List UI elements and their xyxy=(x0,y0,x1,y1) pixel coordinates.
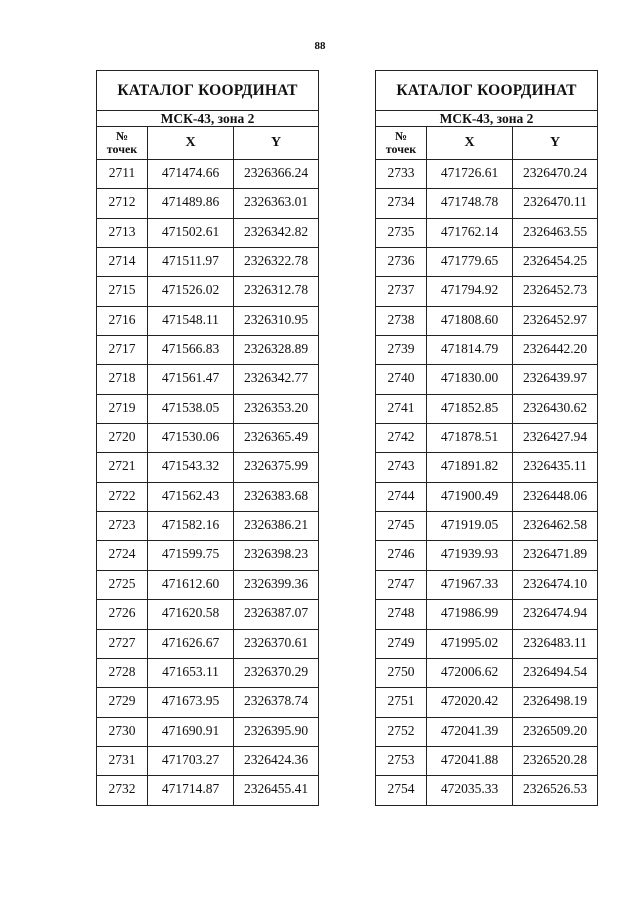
y-coordinate-cell: 2326383.68 xyxy=(234,482,319,511)
point-number-cell: 2719 xyxy=(97,394,148,423)
y-coordinate-cell: 2326342.77 xyxy=(234,365,319,394)
y-coordinate-cell: 2326370.29 xyxy=(234,658,319,687)
x-coordinate-cell: 471703.27 xyxy=(148,746,234,775)
x-coordinate-cell: 471530.06 xyxy=(148,424,234,453)
y-coordinate-header: Y xyxy=(234,127,319,160)
table-row xyxy=(97,717,319,746)
point-number-cell: 2731 xyxy=(97,746,148,775)
y-coordinate-cell: 2326470.24 xyxy=(513,160,598,189)
y-coordinate-cell: 2326509.20 xyxy=(513,717,598,746)
table-row xyxy=(376,688,598,717)
point-number-cell: 2745 xyxy=(376,512,427,541)
table-row xyxy=(97,218,319,247)
y-coordinate-cell: 2326363.01 xyxy=(234,189,319,218)
coordinate-catalog-right xyxy=(375,70,598,806)
table-row xyxy=(97,160,319,189)
x-coordinate-cell: 471566.83 xyxy=(148,336,234,365)
table-row xyxy=(376,277,598,306)
y-coordinate-cell: 2326470.11 xyxy=(513,189,598,218)
table-row xyxy=(376,629,598,658)
x-coordinate-cell: 471714.87 xyxy=(148,776,234,805)
table-row xyxy=(97,248,319,277)
point-number-cell: 2722 xyxy=(97,482,148,511)
table-row xyxy=(376,394,598,423)
x-coordinate-cell: 471919.05 xyxy=(427,512,513,541)
x-coordinate-cell: 471900.49 xyxy=(427,482,513,511)
x-coordinate-cell: 471599.75 xyxy=(148,541,234,570)
table-row xyxy=(376,248,598,277)
point-number-cell: 2752 xyxy=(376,717,427,746)
table-row xyxy=(97,541,319,570)
point-number-cell: 2725 xyxy=(97,570,148,599)
catalog-rows-left xyxy=(97,160,319,806)
y-coordinate-cell: 2326448.06 xyxy=(513,482,598,511)
point-number-header-symbol: № xyxy=(115,129,129,143)
x-coordinate-cell: 471690.91 xyxy=(148,717,234,746)
point-number-cell: 2740 xyxy=(376,365,427,394)
point-number-cell: 2721 xyxy=(97,453,148,482)
y-coordinate-cell: 2326322.78 xyxy=(234,248,319,277)
x-coordinate-cell: 471878.51 xyxy=(427,424,513,453)
x-coordinate-cell: 471526.02 xyxy=(148,277,234,306)
y-coordinate-cell: 2326353.20 xyxy=(234,394,319,423)
table-row xyxy=(97,365,319,394)
coordinate-catalog-left xyxy=(96,70,319,806)
y-coordinate-cell: 2326310.95 xyxy=(234,306,319,335)
x-coordinate-cell: 472020.42 xyxy=(427,688,513,717)
x-coordinate-header: X xyxy=(427,127,513,160)
point-number-header-label: точек xyxy=(385,142,417,156)
table-row xyxy=(97,688,319,717)
x-coordinate-cell: 472006.62 xyxy=(427,658,513,687)
x-coordinate-cell: 471582.16 xyxy=(148,512,234,541)
y-coordinate-cell: 2326386.21 xyxy=(234,512,319,541)
table-row xyxy=(97,776,319,805)
point-number-header xyxy=(376,127,427,160)
x-coordinate-cell: 471939.93 xyxy=(427,541,513,570)
table-row xyxy=(376,453,598,482)
point-number-cell: 2718 xyxy=(97,365,148,394)
y-coordinate-cell: 2326520.28 xyxy=(513,746,598,775)
y-coordinate-cell: 2326494.54 xyxy=(513,658,598,687)
point-number-cell: 2712 xyxy=(97,189,148,218)
point-number-cell: 2713 xyxy=(97,218,148,247)
x-coordinate-cell: 471489.86 xyxy=(148,189,234,218)
x-coordinate-header: X xyxy=(148,127,234,160)
x-coordinate-cell: 471538.05 xyxy=(148,394,234,423)
point-number-cell: 2711 xyxy=(97,160,148,189)
y-coordinate-cell: 2326474.10 xyxy=(513,570,598,599)
y-coordinate-cell: 2326471.89 xyxy=(513,541,598,570)
x-coordinate-cell: 471474.66 xyxy=(148,160,234,189)
x-coordinate-cell: 471808.60 xyxy=(427,306,513,335)
table-row xyxy=(97,189,319,218)
x-coordinate-cell: 471748.78 xyxy=(427,189,513,218)
x-coordinate-cell: 472041.39 xyxy=(427,717,513,746)
table-row xyxy=(97,746,319,775)
table-row xyxy=(376,336,598,365)
y-coordinate-cell: 2326430.62 xyxy=(513,394,598,423)
point-number-cell: 2733 xyxy=(376,160,427,189)
y-coordinate-cell: 2326375.99 xyxy=(234,453,319,482)
table-row xyxy=(376,160,598,189)
point-number-cell: 2727 xyxy=(97,629,148,658)
y-coordinate-cell: 2326439.97 xyxy=(513,365,598,394)
y-coordinate-header: Y xyxy=(513,127,598,160)
table-row xyxy=(97,336,319,365)
table-row xyxy=(376,424,598,453)
x-coordinate-cell: 471986.99 xyxy=(427,600,513,629)
point-number-cell: 2754 xyxy=(376,776,427,805)
x-coordinate-cell: 471891.82 xyxy=(427,453,513,482)
table-row xyxy=(97,512,319,541)
y-coordinate-cell: 2326427.94 xyxy=(513,424,598,453)
catalog-title: КАТАЛОГ КООРДИНАТ xyxy=(376,71,598,111)
x-coordinate-cell: 471562.43 xyxy=(148,482,234,511)
x-coordinate-cell: 471762.14 xyxy=(427,218,513,247)
y-coordinate-cell: 2326398.23 xyxy=(234,541,319,570)
y-coordinate-cell: 2326463.55 xyxy=(513,218,598,247)
point-number-cell: 2741 xyxy=(376,394,427,423)
page-number: 88 xyxy=(314,40,326,52)
x-coordinate-cell: 471653.11 xyxy=(148,658,234,687)
x-coordinate-cell: 471502.61 xyxy=(148,218,234,247)
y-coordinate-cell: 2326370.61 xyxy=(234,629,319,658)
x-coordinate-cell: 472035.33 xyxy=(427,776,513,805)
x-coordinate-cell: 471995.02 xyxy=(427,629,513,658)
x-coordinate-cell: 471814.79 xyxy=(427,336,513,365)
table-row xyxy=(376,658,598,687)
table-row xyxy=(376,218,598,247)
x-coordinate-cell: 471620.58 xyxy=(148,600,234,629)
table-row xyxy=(376,189,598,218)
point-number-cell: 2743 xyxy=(376,453,427,482)
x-coordinate-cell: 472041.88 xyxy=(427,746,513,775)
coordinate-system-zone: МСК-43, зона 2 xyxy=(97,111,319,127)
x-coordinate-cell: 471779.65 xyxy=(427,248,513,277)
point-number-cell: 2734 xyxy=(376,189,427,218)
point-number-cell: 2730 xyxy=(97,717,148,746)
point-number-cell: 2737 xyxy=(376,277,427,306)
y-coordinate-cell: 2326435.11 xyxy=(513,453,598,482)
table-row xyxy=(97,658,319,687)
table-row xyxy=(97,424,319,453)
table-row xyxy=(376,482,598,511)
table-row xyxy=(376,512,598,541)
x-coordinate-cell: 471726.61 xyxy=(427,160,513,189)
point-number-cell: 2724 xyxy=(97,541,148,570)
y-coordinate-cell: 2326342.82 xyxy=(234,218,319,247)
y-coordinate-cell: 2326454.25 xyxy=(513,248,598,277)
y-coordinate-cell: 2326399.36 xyxy=(234,570,319,599)
point-number-cell: 2747 xyxy=(376,570,427,599)
table-row xyxy=(376,746,598,775)
point-number-cell: 2716 xyxy=(97,306,148,335)
point-number-cell: 2726 xyxy=(97,600,148,629)
catalog-title: КАТАЛОГ КООРДИНАТ xyxy=(97,71,319,111)
y-coordinate-cell: 2326424.36 xyxy=(234,746,319,775)
point-number-cell: 2753 xyxy=(376,746,427,775)
y-coordinate-cell: 2326462.58 xyxy=(513,512,598,541)
table-row xyxy=(97,482,319,511)
point-number-header xyxy=(97,127,148,160)
point-number-cell: 2723 xyxy=(97,512,148,541)
point-number-header-label: точек xyxy=(106,142,138,156)
table-row xyxy=(376,306,598,335)
x-coordinate-cell: 471548.11 xyxy=(148,306,234,335)
coordinate-system-zone: МСК-43, зона 2 xyxy=(376,111,598,127)
y-coordinate-cell: 2326395.90 xyxy=(234,717,319,746)
table-row xyxy=(97,600,319,629)
y-coordinate-cell: 2326312.78 xyxy=(234,277,319,306)
point-number-cell: 2739 xyxy=(376,336,427,365)
point-number-cell: 2750 xyxy=(376,658,427,687)
x-coordinate-cell: 471852.85 xyxy=(427,394,513,423)
x-coordinate-cell: 471561.47 xyxy=(148,365,234,394)
x-coordinate-cell: 471511.97 xyxy=(148,248,234,277)
y-coordinate-cell: 2326452.97 xyxy=(513,306,598,335)
point-number-cell: 2749 xyxy=(376,629,427,658)
x-coordinate-cell: 471612.60 xyxy=(148,570,234,599)
y-coordinate-cell: 2326442.20 xyxy=(513,336,598,365)
y-coordinate-cell: 2326365.49 xyxy=(234,424,319,453)
y-coordinate-cell: 2326474.94 xyxy=(513,600,598,629)
table-row xyxy=(376,717,598,746)
point-number-cell: 2714 xyxy=(97,248,148,277)
x-coordinate-cell: 471626.67 xyxy=(148,629,234,658)
point-number-cell: 2720 xyxy=(97,424,148,453)
x-coordinate-cell: 471543.32 xyxy=(148,453,234,482)
table-row xyxy=(97,570,319,599)
y-coordinate-cell: 2326455.41 xyxy=(234,776,319,805)
x-coordinate-cell: 471830.00 xyxy=(427,365,513,394)
table-row xyxy=(97,306,319,335)
y-coordinate-cell: 2326452.73 xyxy=(513,277,598,306)
point-number-cell: 2744 xyxy=(376,482,427,511)
y-coordinate-cell: 2326387.07 xyxy=(234,600,319,629)
point-number-cell: 2732 xyxy=(97,776,148,805)
y-coordinate-cell: 2326378.74 xyxy=(234,688,319,717)
y-coordinate-cell: 2326498.19 xyxy=(513,688,598,717)
table-row xyxy=(376,776,598,805)
x-coordinate-cell: 471794.92 xyxy=(427,277,513,306)
table-row xyxy=(376,570,598,599)
point-number-cell: 2746 xyxy=(376,541,427,570)
x-coordinate-cell: 471673.95 xyxy=(148,688,234,717)
table-row xyxy=(97,394,319,423)
point-number-cell: 2735 xyxy=(376,218,427,247)
point-number-cell: 2738 xyxy=(376,306,427,335)
point-number-cell: 2729 xyxy=(97,688,148,717)
table-row xyxy=(97,629,319,658)
y-coordinate-cell: 2326366.24 xyxy=(234,160,319,189)
x-coordinate-cell: 471967.33 xyxy=(427,570,513,599)
table-row xyxy=(97,453,319,482)
point-number-cell: 2728 xyxy=(97,658,148,687)
y-coordinate-cell: 2326526.53 xyxy=(513,776,598,805)
table-row xyxy=(376,600,598,629)
catalog-rows-right xyxy=(376,160,598,806)
point-number-header-symbol: № xyxy=(394,129,408,143)
y-coordinate-cell: 2326483.11 xyxy=(513,629,598,658)
point-number-cell: 2742 xyxy=(376,424,427,453)
table-row xyxy=(97,277,319,306)
point-number-cell: 2748 xyxy=(376,600,427,629)
point-number-cell: 2715 xyxy=(97,277,148,306)
y-coordinate-cell: 2326328.89 xyxy=(234,336,319,365)
point-number-cell: 2751 xyxy=(376,688,427,717)
point-number-cell: 2736 xyxy=(376,248,427,277)
table-row xyxy=(376,541,598,570)
point-number-cell: 2717 xyxy=(97,336,148,365)
table-row xyxy=(376,365,598,394)
